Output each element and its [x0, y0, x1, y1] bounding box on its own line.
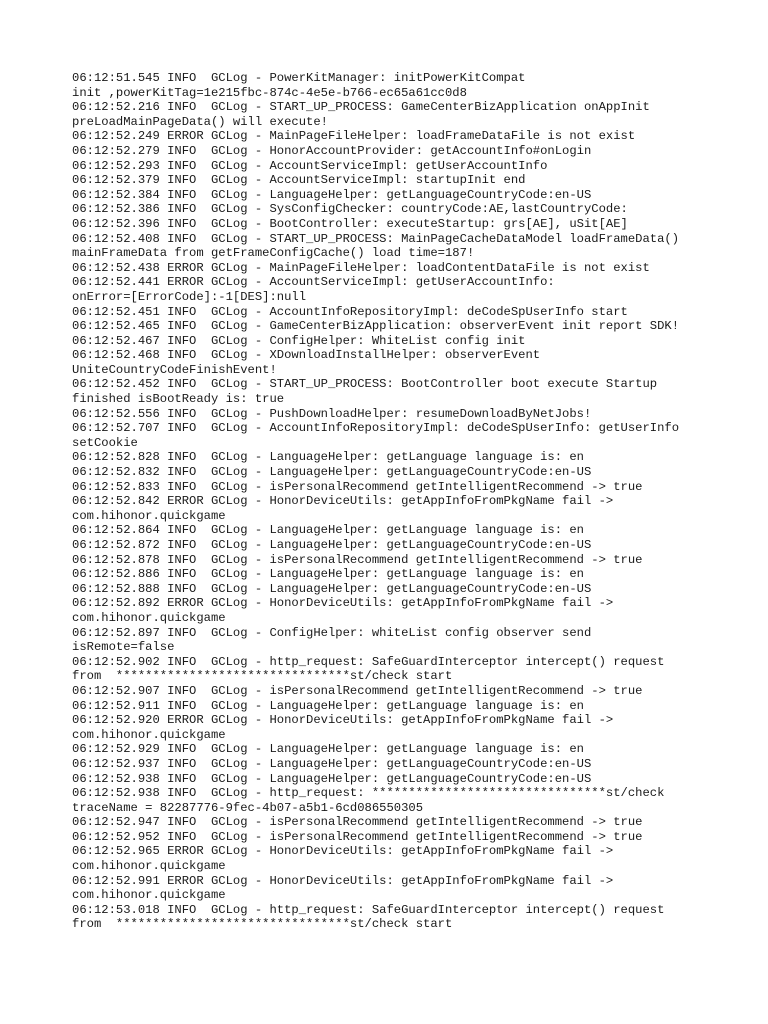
log-line: 06:12:52.842 ERROR GCLog - HonorDeviceUtils: getAppInfoFromPkgName fail ->	[72, 494, 614, 509]
log-line: 06:12:52.384 INFO GCLog - LanguageHelper: getLanguageCountryCode:en-US	[72, 187, 592, 202]
log-line: com.hihonor.quickgame	[72, 610, 226, 625]
log-line: 06:12:52.828 INFO GCLog - LanguageHelper: getLanguage language is: en	[72, 450, 584, 465]
log-line: 06:12:52.920 ERROR GCLog - HonorDeviceUtils: getAppInfoFromPkgName fail ->	[72, 713, 614, 728]
log-line: 06:12:52.937 INFO GCLog - LanguageHelper: getLanguageCountryCode:en-US	[72, 756, 592, 771]
log-text-block	[72, 71, 712, 932]
log-line: 06:12:52.991 ERROR GCLog - HonorDeviceUtils: getAppInfoFromPkgName fail ->	[72, 873, 614, 888]
log-line: 06:12:52.952 INFO GCLog - isPersonalRecommend getIntelligentRecommend -> true	[72, 829, 643, 844]
log-line: 06:12:52.897 INFO GCLog - ConfigHelper: whiteList config observer send	[72, 625, 592, 640]
log-line: 06:12:52.408 INFO GCLog - START_UP_PROCESS: MainPageCacheDataModel loadFrameData()	[72, 231, 680, 246]
log-line: 06:12:52.556 INFO GCLog - PushDownloadHelper: resumeDownloadByNetJobs!	[72, 406, 592, 421]
log-line: 06:12:52.892 ERROR GCLog - HonorDeviceUtils: getAppInfoFromPkgName fail ->	[72, 596, 614, 611]
log-line: com.hihonor.quickgame	[72, 888, 226, 903]
log-line: 06:12:52.878 INFO GCLog - isPersonalRecommend getIntelligentRecommend -> true	[72, 552, 643, 567]
log-line: 06:12:52.929 INFO GCLog - LanguageHelper: getLanguage language is: en	[72, 742, 584, 757]
log-line: 06:12:52.833 INFO GCLog - isPersonalRecommend getIntelligentRecommend -> true	[72, 479, 643, 494]
log-line: setCookie	[72, 435, 138, 450]
log-line: com.hihonor.quickgame	[72, 727, 226, 742]
log-line: 06:12:52.468 INFO GCLog - XDownloadInstallHelper: observerEvent	[72, 348, 541, 363]
log-line: 06:12:52.465 INFO GCLog - GameCenterBizApplication: observerEvent init report SDK!	[72, 319, 680, 334]
log-line: 06:12:52.938 INFO GCLog - http_request: ********************************st/check	[72, 786, 665, 801]
log-line: 06:12:52.467 INFO GCLog - ConfigHelper: WhiteList config init	[72, 333, 526, 348]
log-line: 06:12:52.888 INFO GCLog - LanguageHelper: getLanguageCountryCode:en-US	[72, 581, 592, 596]
log-line: traceName = 82287776-9fec-4b07-a5b1-6cd086550305	[72, 800, 424, 815]
log-line: 06:12:52.872 INFO GCLog - LanguageHelper: getLanguageCountryCode:en-US	[72, 538, 592, 552]
log-line: com.hihonor.quickgame	[72, 859, 226, 874]
log-line: isRemote=false	[72, 640, 175, 655]
log-line: from ********************************st/check start	[72, 669, 453, 684]
log-line: 06:12:52.396 INFO GCLog - BootController: executeStartup: grs[AE], uSit[AE]	[72, 216, 628, 231]
log-line: 06:12:52.947 INFO GCLog - isPersonalRecommend getIntelligentRecommend -> true	[72, 815, 643, 830]
log-line: finished isBootReady is: true	[72, 392, 285, 407]
log-line: 06:12:53.018 INFO GCLog - http_request: SafeGuardInterceptor intercept() request	[72, 902, 665, 917]
log-line: onError=[ErrorCode]:-1[DES]:null	[72, 289, 307, 304]
log-line: 06:12:52.864 INFO GCLog - LanguageHelper: getLanguage language is: en	[72, 523, 584, 538]
log-line: 06:12:52.707 INFO GCLog - AccountInfoRepositoryImpl: deCodeSpUserInfo: getUserInfo	[72, 421, 680, 436]
log-line: mainFrameData from getFrameConfigCache() load time=187!	[72, 246, 475, 261]
log-line: init ,powerKitTag=1e215fbc-874c-4e5e-b766-ec65a61cc0d8	[72, 85, 467, 100]
log-line: 06:12:52.886 INFO GCLog - LanguageHelper: getLanguage language is: en	[72, 567, 584, 582]
log-line: from ********************************st/check start	[72, 917, 453, 932]
log-line: 06:12:52.902 INFO GCLog - http_request: SafeGuardInterceptor intercept() request	[72, 654, 665, 669]
log-line: 06:12:52.911 INFO GCLog - LanguageHelper: getLanguage language is: en	[72, 698, 584, 713]
log-line: 06:12:52.451 INFO GCLog - AccountInfoRepositoryImpl: deCodeSpUserInfo start	[72, 304, 628, 319]
log-line: 06:12:52.438 ERROR GCLog - MainPageFileHelper: loadContentDataFile is not exist	[72, 260, 650, 275]
log-line: 06:12:52.279 INFO GCLog - HonorAccountProvider: getAccountInfo#onLogin	[72, 143, 592, 158]
log-line: UniteCountryCodeFinishEvent!	[72, 362, 277, 377]
log-line: 06:12:52.452 INFO GCLog - START_UP_PROCESS: BootController boot execute Startup	[72, 377, 658, 392]
log-line: 06:12:52.249 ERROR GCLog - MainPageFileHelper: loadFrameDataFile is not exist	[72, 129, 636, 144]
log-line: 06:12:52.216 INFO GCLog - START_UP_PROCESS: GameCenterBizApplication onAppInit	[72, 100, 650, 115]
log-line: 06:12:51.545 INFO GCLog - PowerKitManager: initPowerKitCompat	[72, 71, 526, 85]
log-line: 06:12:52.938 INFO GCLog - LanguageHelper: getLanguageCountryCode:en-US	[72, 771, 592, 786]
log-line: 06:12:52.441 ERROR GCLog - AccountServiceImpl: getUserAccountInfo:	[72, 275, 555, 290]
log-line: 06:12:52.965 ERROR GCLog - HonorDeviceUtils: getAppInfoFromPkgName fail ->	[72, 844, 614, 859]
log-line: 06:12:52.379 INFO GCLog - AccountServiceImpl: startupInit end	[72, 173, 526, 188]
log-line: 06:12:52.907 INFO GCLog - isPersonalRecommend getIntelligentRecommend -> true	[72, 683, 643, 698]
log-line: 06:12:52.293 INFO GCLog - AccountServiceImpl: getUserAccountInfo	[72, 158, 548, 173]
log-line: 06:12:52.832 INFO GCLog - LanguageHelper: getLanguageCountryCode:en-US	[72, 465, 592, 480]
log-line: com.hihonor.quickgame	[72, 508, 226, 523]
log-line: preLoadMainPageData() will execute!	[72, 114, 328, 129]
log-line: 06:12:52.386 INFO GCLog - SysConfigChecker: countryCode:AE,lastCountryCode:	[72, 202, 628, 217]
